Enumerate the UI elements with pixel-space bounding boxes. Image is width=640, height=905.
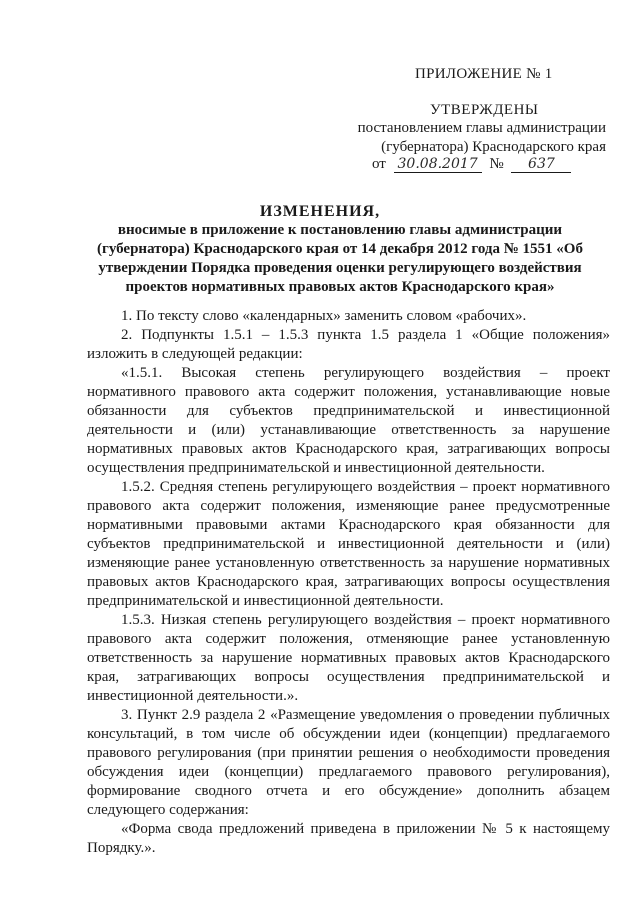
approved-by-line-1: постановлением главы администрации xyxy=(357,120,606,136)
document-title: ИЗМЕНЕНИЯ, xyxy=(259,203,381,220)
paragraph-7: «Форма свода предложений приведена в приложении № 5 к настоящему Порядку.». xyxy=(87,821,610,856)
date-number-line xyxy=(372,156,571,173)
paragraph-6: 3. Пункт 2.9 раздела 2 «Размещение уведомления о проведении публичных консультаций, в том числе об обсуждении идеи (концепции) предлагаемого правового регулирования (при принятии решения о необходимости проведения обсуждения идеи (концепции) предлагаемого правового регулирования), формирование сводного отчета и его обсуждение» дополнить абзацем следующего содержания: xyxy=(87,707,610,818)
paragraph-1: 1. По тексту слово «календарных» заменить словом «рабочих». xyxy=(121,308,527,324)
document-subtitle: вносимые в приложение к постановлению главы администрации (губернатора) Краснодарского края от 14 декабря 2012 года № 1551 «Об утверждении Порядка проведения оценки регулирующего воздействия проектов нормативных правовых актов Краснодарского края» xyxy=(97,222,583,295)
number-label: № xyxy=(489,156,504,172)
from-label: от xyxy=(372,156,386,172)
appendix-label: ПРИЛОЖЕНИЕ № 1 xyxy=(415,66,553,82)
paragraph-5: 1.5.3. Низкая степень регулирующего воздействия – проект нормативного правового акта содержит положения, отменяющие ранее установленную ответственность за нарушение нормативных правовых актов Краснодарского края, затрагивающих вопросы осуществления предпринимательской и инвестиционной деятельности.». xyxy=(87,612,610,704)
paragraph-4: 1.5.2. Средняя степень регулирующего воздействия – проект нормативного правового акта содержит положения, изменяющие ранее предусмотренные нормативными правовыми актами Краснодарского края обязанности для субъектов предпринимательской и инвестиционной деятельности и (или) изменяющие ранее установленную ответственность за нарушение нормативных правовых актов Краснодарского края, затрагивающих вопросы осуществления предпринимательской и инвестиционной деятельности. xyxy=(87,479,610,609)
handwritten-date: 30.08.2017 xyxy=(394,156,482,173)
paragraph-2: 2. Подпункты 1.5.1 – 1.5.3 пункта 1.5 раздела 1 «Общие положения» изложить в следующей редакции: xyxy=(87,327,610,362)
paragraph-3: «1.5.1. Высокая степень регулирующего воздействия – проект нормативного правового акта содержит положения, устанавливающие новые обязанности для субъектов предпринимательской и инвестиционной деятельности и (или) устанавливающие ответственность за нарушение нормативных правовых актов Краснодарского края, затрагивающих вопросы осуществления предпринимательской и инвестиционной деятельности. xyxy=(87,365,610,476)
handwritten-number: 637 xyxy=(511,156,571,173)
approved-label: УТВЕРЖДЕНЫ xyxy=(430,102,539,118)
document-body xyxy=(87,307,610,858)
approved-by-line-2: (губернатора) Краснодарского края xyxy=(381,139,606,155)
